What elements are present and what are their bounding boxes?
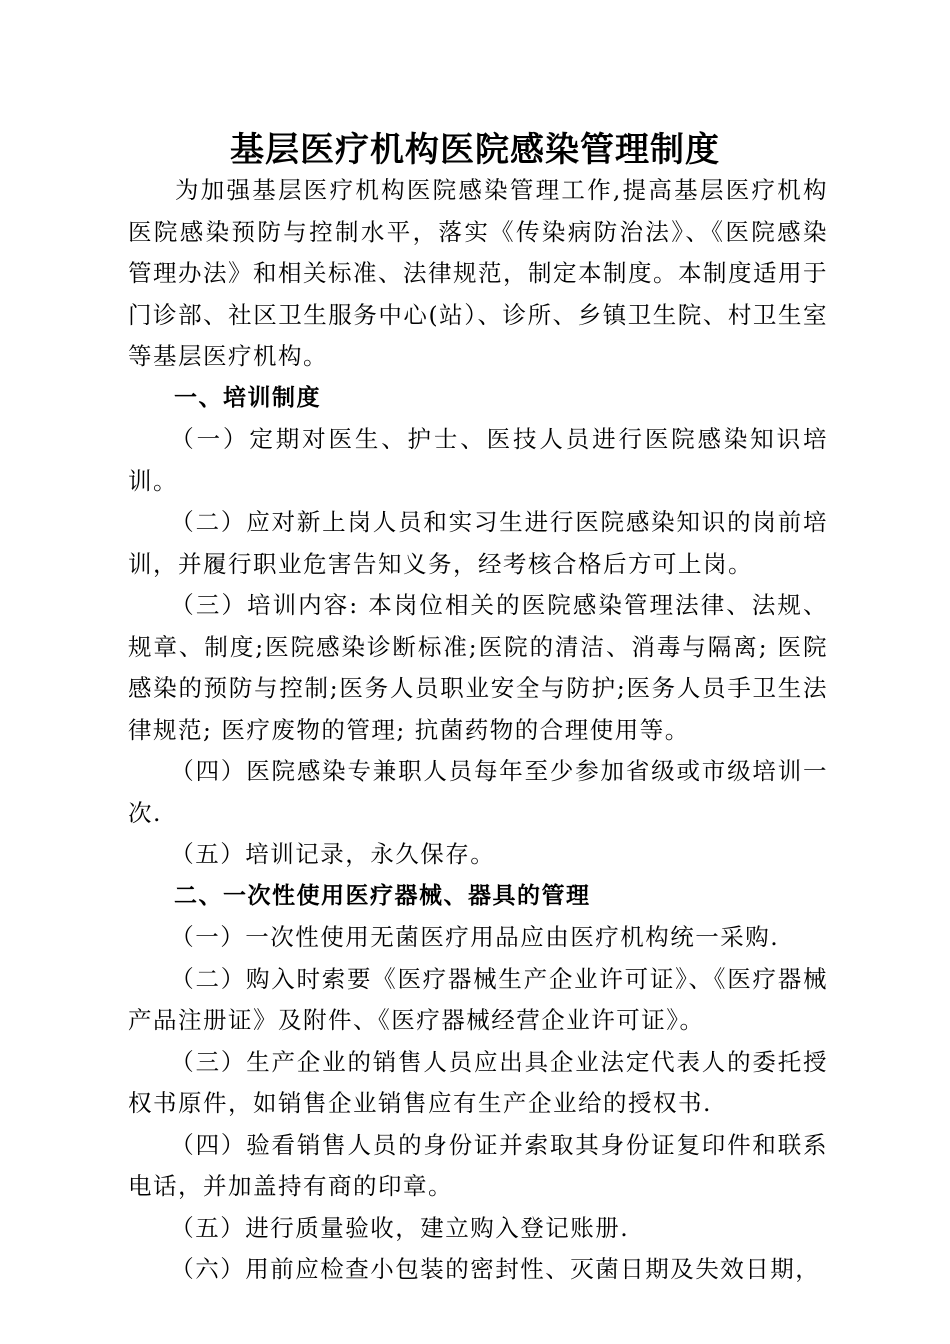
disposables-item-1: （一）一次性使用无菌医疗用品应由医疗机构统一采购. — [170, 923, 780, 951]
disposables-item-2: （二）购入时索要《医疗器械生产企业许可证》、《医疗器械产品注册证》及附件、《医疗器械经营企业许可证》。 — [128, 964, 828, 1034]
training-item-3: （三）培训内容: 本岗位相关的医院感染管理法律、法规、规章、制度;医院感染诊断标准;医院的清洁、消毒与隔离; 医院感染的预防与控制;医务人员职业安全与防护;医务人员手卫生法律规范; 医疗废物的管理; 抗菌药物的合理使用等。 — [128, 591, 828, 744]
training-item-5: （五）培训记录，永久保存。 — [170, 840, 496, 868]
disposables-item-5: （五）进行质量验收，建立购入登记账册. — [170, 1213, 630, 1242]
training-item-2: （二）应对新上岗人员和实习生进行医院感染知识的岗前培训，并履行职业危害告知义务，经考核合格后方可上岗。 — [128, 508, 828, 578]
section-heading-disposables: 二、一次性使用医疗器械、器具的管理 — [174, 882, 591, 909]
training-item-4: （四）医院感染专兼职人员每年至少参加省级或市级培训一次. — [128, 757, 828, 827]
intro-paragraph: 为加强基层医疗机构医院感染管理工作,提高基层医疗机构医院感染预防与控制水平，落实《传染病防治法》、《医院感染管理办法》和相关标准、法律规范，制定本制度。本制度适用于门诊部、社区卫生服务中心(站）、诊所、乡镇卫生院、村卫生室等基层医疗机构。 — [128, 176, 828, 370]
disposables-item-6: （六）用前应检查小包装的密封性、灭菌日期及失效日期， — [170, 1255, 821, 1283]
document-body — [128, 170, 828, 1291]
disposables-item-3: （三）生产企业的销售人员应出具企业法定代表人的委托授权书原件，如销售企业销售应有生产企业给的授权书. — [128, 1047, 828, 1117]
disposables-item-4: （四）验看销售人员的身份证并索取其身份证复印件和联系电话，并加盖持有商的印章。 — [128, 1130, 828, 1200]
document-title: 基层医疗机构医院感染管理制度 — [230, 130, 720, 170]
section-heading-training: 一、培训制度 — [174, 384, 321, 411]
training-item-1: （一）定期对医生、护士、医技人员进行医院感染知识培训。 — [128, 425, 828, 495]
